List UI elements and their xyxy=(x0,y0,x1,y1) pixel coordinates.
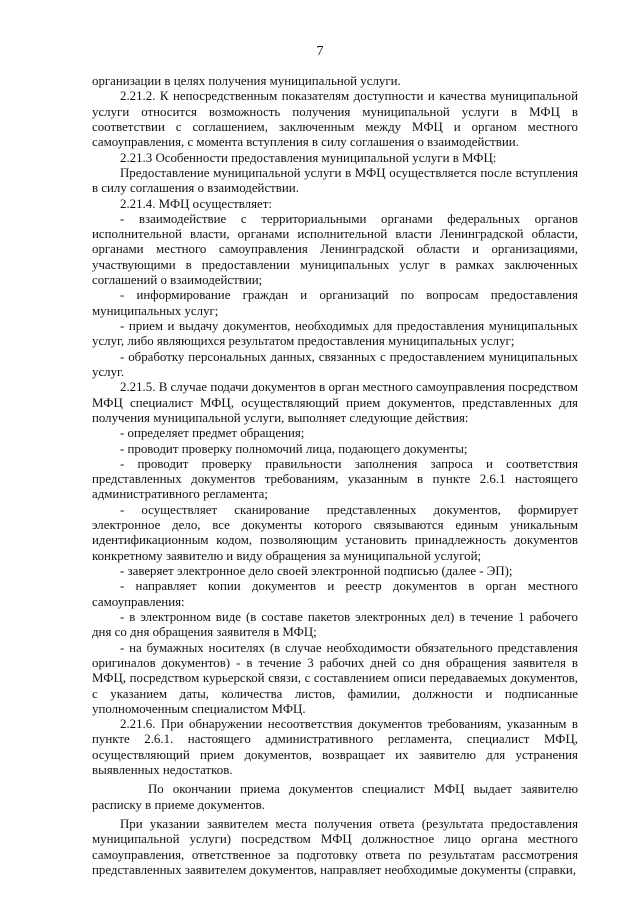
paragraph: По окончании приема документов специалист МФЦ выдает заявителю расписку в приеме документов. xyxy=(92,782,578,812)
list-item: - в электронном виде (в составе пакетов электронных дел) в течение 1 рабочего дня со дня обращения заявителя в МФЦ; xyxy=(92,609,578,640)
document-body xyxy=(92,74,578,878)
list-item: - направляет копии документов и реестр документов в орган местного самоуправления: xyxy=(92,579,578,609)
list-item: - взаимодействие с территориальными органами федеральных органов исполнительной власти, органами исполнительной власти Ленинградской области, органами местного самоуправления Ленинградской области и организациями, участвующими в предоставлении муниципальных услуг в рамках заключенных соглашений о взаимодействии; xyxy=(92,211,578,288)
list-item: - проводит проверку правильности заполнения запроса и соответствия представленных документов требованиям, указанным в пункте 2.6.1 настоящего административного регламента; xyxy=(92,456,578,502)
paragraph: 2.21.6. При обнаружении несоответствия документов требованиям, указанным в пункте 2.6.1. настоящего административного регламента, специалист МФЦ, осуществляющий прием документов, возвращает их заявителю для устранения выявленных недостатков. xyxy=(92,717,578,778)
list-item: - осуществляет сканирование представленных документов, формирует электронное дело, все документы которого связываются единым уникальным идентификационным кодом, позволяющим установить принадлежность документов конкретному заявителю и виду обращения за муниципальной услугой; xyxy=(92,502,578,563)
paragraph: 2.21.2. К непосредственным показателям доступности и качества муниципальной услуги относится возможность получения муниципальной услуги в МФЦ в соответствии с соглашением, заключенным между МФЦ и органом местного самоуправления, с момента вступления в силу соглашения о взаимодействии. xyxy=(92,89,578,150)
list-item: - информирование граждан и организаций по вопросам предоставления муниципальных услуг; xyxy=(92,288,578,318)
list-item: - проводит проверку полномочий лица, подающего документы; xyxy=(120,441,468,456)
paragraph: организации в целях получения муниципальной услуги. xyxy=(92,74,401,88)
list-item: - определяет предмет обращения; xyxy=(120,426,305,441)
list-item: - обработку персональных данных, связанных с предоставлением муниципальных услуг. xyxy=(92,349,578,379)
list-item: - прием и выдачу документов, необходимых для предоставления муниципальных услуг, либо являющихся результатом предоставления муниципальных услуг; xyxy=(92,319,578,349)
paragraph: При указании заявителем места получения ответа (результата предоставления муниципальной услуги) посредством МФЦ должностное лицо органа местного самоуправления, ответственное за подготовку ответа по результатам рассмотрения представленных заявителем документов, направляет необходимые документы (справки, xyxy=(92,817,578,877)
paragraph: Предоставление муниципальной услуги в МФЦ осуществляется после вступления в силу соглашения о взаимодействии. xyxy=(92,165,578,196)
paragraph: 2.21.4. МФЦ осуществляет: xyxy=(120,196,272,211)
page-number: 7 xyxy=(316,44,324,59)
paragraph: 2.21.5. В случае подачи документов в орган местного самоуправления посредством МФЦ специалист МФЦ, осуществляющий прием документов, представленных для получения муниципальной услуги, выполняет следующие действия: xyxy=(92,380,578,425)
list-item: - заверяет электронное дело своей электронной подписью (далее - ЭП); xyxy=(120,564,513,578)
list-item: - на бумажных носителях (в случае необходимости обязательного представления оригиналов документов) - в течение 3 рабочих дней со дня обращения заявителя в МФЦ, посредством курьерской связи, с составлением описи передаваемых документов, с указанием даты, количества листов, фамилии, должности и подписанные уполномоченным специалистом МФЦ. xyxy=(92,640,578,716)
paragraph: 2.21.3 Особенности предоставления муниципальной услуги в МФЦ: xyxy=(120,150,497,165)
